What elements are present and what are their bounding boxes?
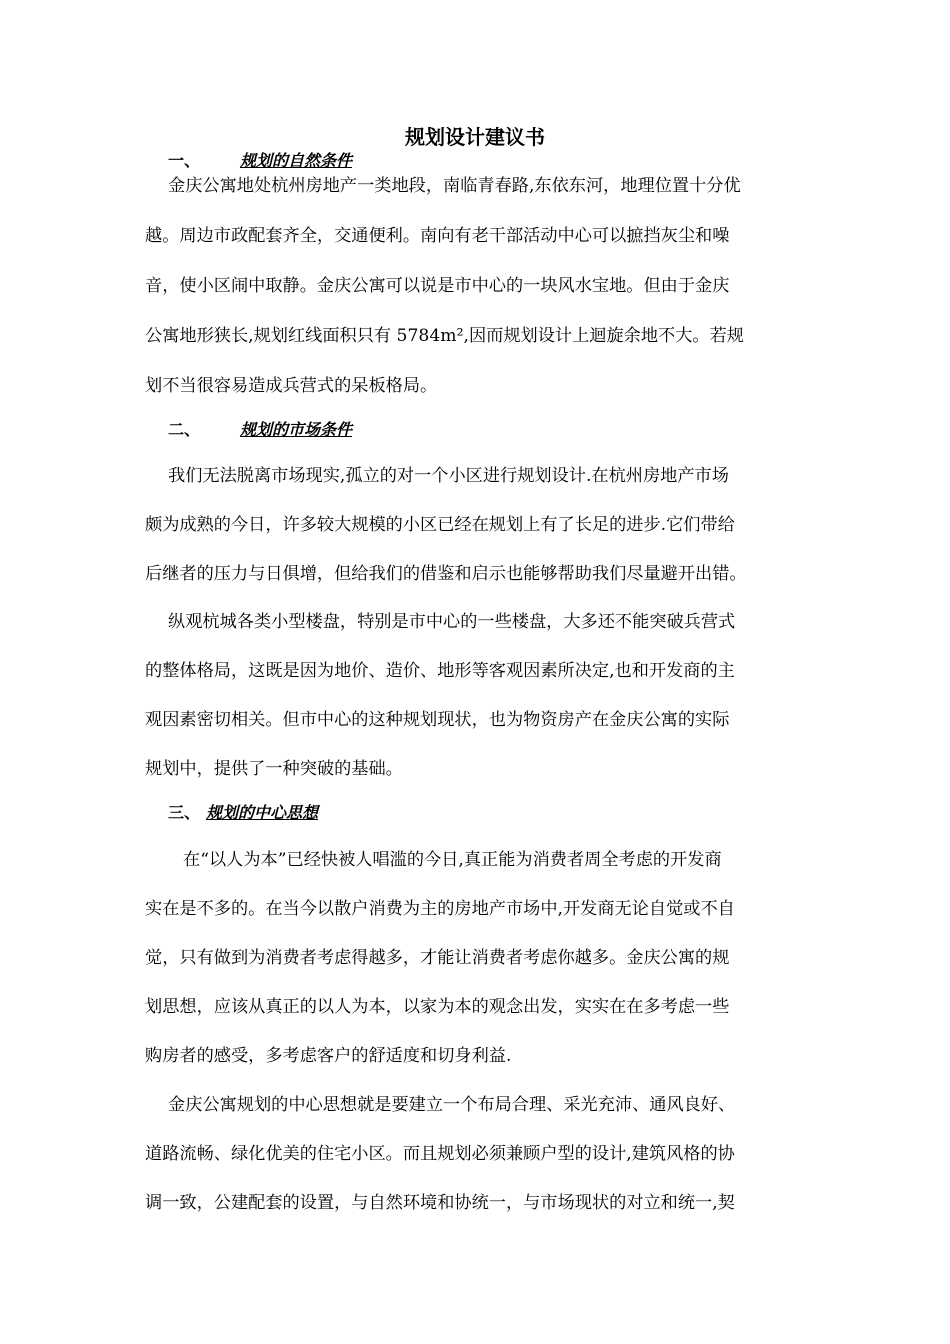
section-heading-text: 规划的市场条件 xyxy=(240,420,353,439)
section-heading-text: 规划的自然条件 xyxy=(240,151,353,170)
paragraph-line: 公寓地形狭长,规划红线面积只有 5784m²,因而规划设计上迴旋余地不大。若规 xyxy=(145,326,744,346)
paragraph-line: 颇为成熟的今日，许多较大规模的小区已经在规划上有了长足的进步.它们带给 xyxy=(145,515,735,535)
paragraph-line: 我们无法脱离市场现实,孤立的对一个小区进行规划设计.在杭州房地产市场 xyxy=(168,466,729,486)
paragraph-line: 纵观杭城各类小型楼盘，特别是市中心的一些楼盘，大多还不能突破兵营式 xyxy=(168,612,736,632)
paragraph-line: 音，使小区闹中取静。金庆公寓可以说是市中心的一块风水宝地。但由于金庆 xyxy=(145,276,730,296)
paragraph-line: 金庆公寓规划的中心思想就是要建立一个布局合理、采光充沛、通风良好、 xyxy=(168,1095,736,1115)
paragraph-line: 实在是不多的。在当今以散户消费为主的房地产市场中,开发商无论自觉或不自 xyxy=(145,899,735,919)
paragraph-line: 购房者的感受，多考虑客户的舒适度和切身利益. xyxy=(145,1046,512,1066)
paragraph-line: 划思想，应该从真正的以人为本，以家为本的观念出发，实实在在多考虑一些 xyxy=(145,997,730,1017)
page-title: 规划设计建议书 xyxy=(405,125,545,149)
paragraph-line: 调一致，公建配套的设置，与自然环境和协统一，与市场现状的对立和统一,契 xyxy=(145,1193,735,1213)
paragraph-line: 越。周边市政配套齐全，交通便利。南向有老干部活动中心可以摭挡灰尘和噪 xyxy=(145,226,730,246)
paragraph-line: 规划中，提供了一种突破的基础。 xyxy=(145,759,403,779)
section-number: 一、 xyxy=(168,151,201,170)
section-heading-1 xyxy=(168,150,352,172)
paragraph-line: 后继者的压力与日俱增，但给我们的借鉴和启示也能够帮助我们尽量避开出错。 xyxy=(145,564,747,584)
section-number: 三、 xyxy=(168,803,201,822)
section-number: 二、 xyxy=(168,420,201,439)
paragraph-line: 觉，只有做到为消费者考虑得越多，才能让消费者考虑你越多。金庆公寓的规 xyxy=(145,948,730,968)
section-heading-2 xyxy=(168,419,352,441)
paragraph-line: 观因素密切相关。但市中心的这种规划现状，也为物资房产在金庆公寓的实际 xyxy=(145,710,730,730)
paragraph-line: 道路流畅、绿化优美的住宅小区。而且规划必须兼顾户型的设计,建筑风格的协 xyxy=(145,1144,735,1164)
paragraph-line: 划不当很容易造成兵营式的呆板格局。 xyxy=(145,376,438,396)
paragraph-line: 的整体格局，这既是因为地价、造价、地形等客观因素所决定,也和开发商的主 xyxy=(145,661,735,681)
paragraph-line: 金庆公寓地处杭州房地产一类地段，南临青春路,东依东河，地理位置十分优 xyxy=(168,176,741,196)
paragraph-line: 在“以人为本”已经快被人唱滥的今日,真正能为消费者周全考虑的开发商 xyxy=(183,850,722,870)
section-heading-text: 规划的中心思想 xyxy=(206,803,319,822)
section-heading-3 xyxy=(168,802,318,824)
